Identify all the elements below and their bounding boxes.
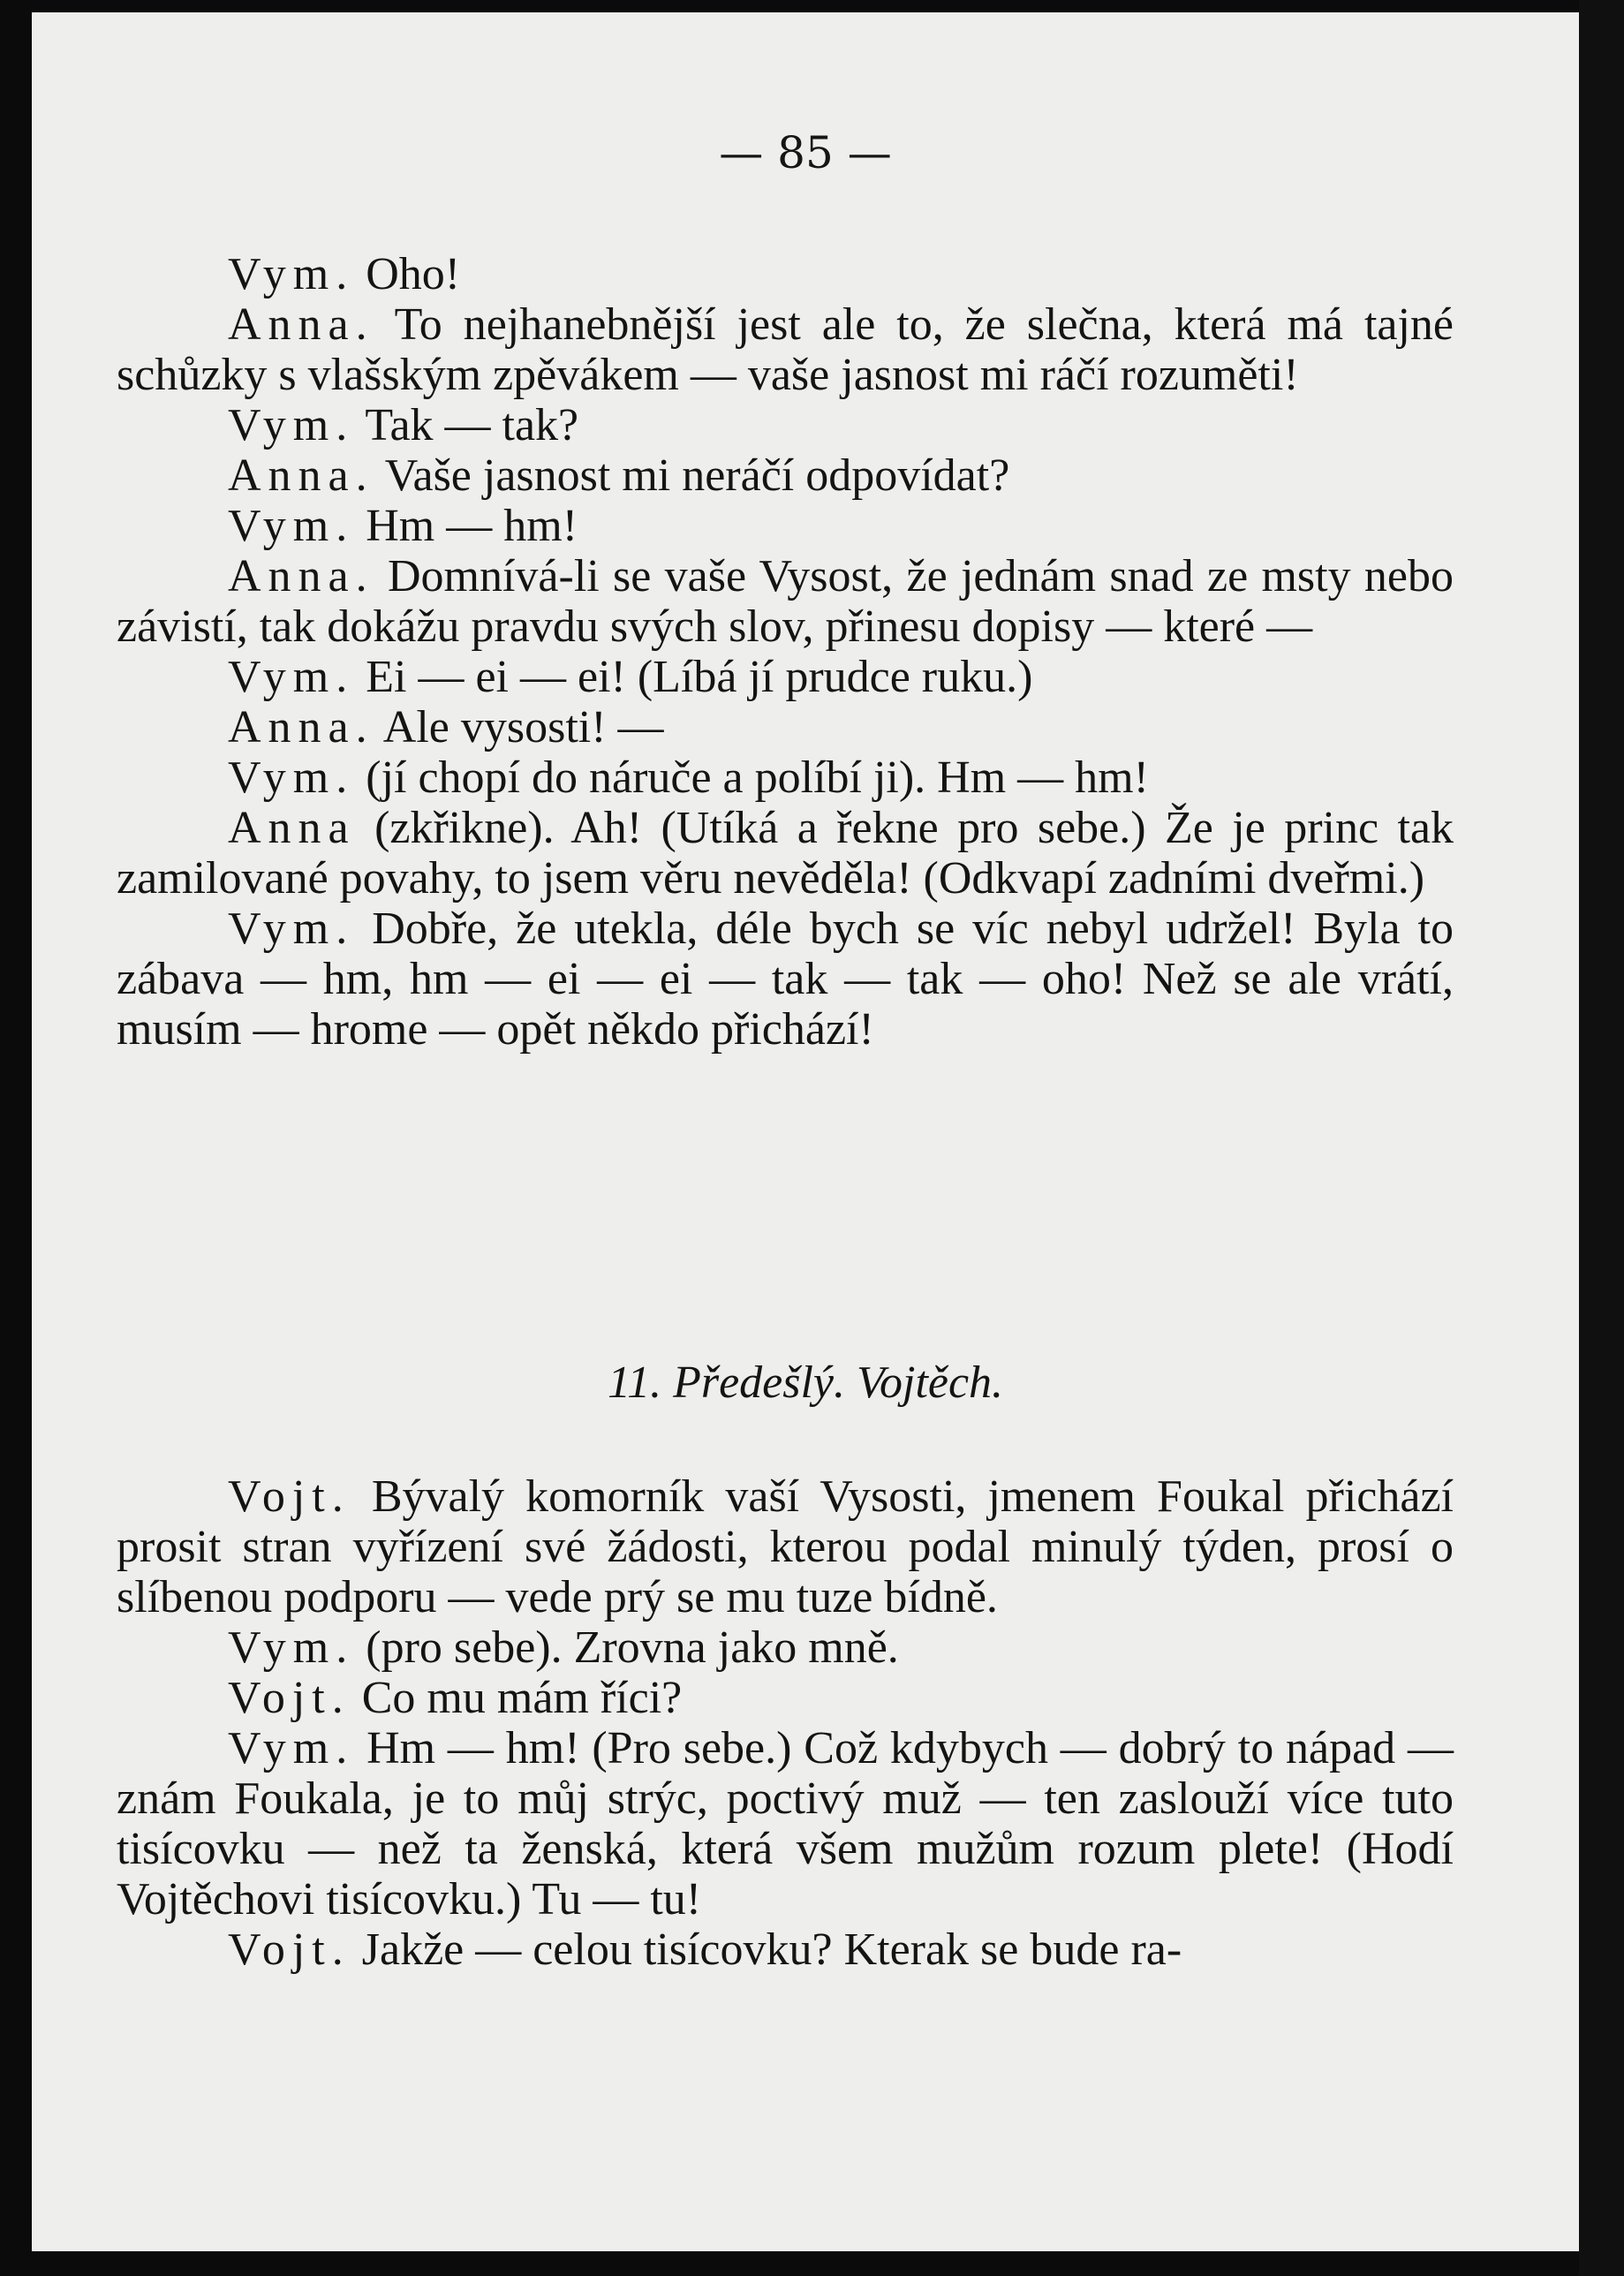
dialogue-line: [117, 501, 1454, 551]
speaker-name: Anna.: [228, 299, 374, 350]
speaker-name: Anna.: [228, 702, 374, 752]
speaker-name: Vojt.: [228, 1471, 351, 1522]
line-text: Vaše jasnost mi neráčí odpovídat?: [384, 450, 1010, 501]
speaker-name: Vym.: [228, 249, 355, 299]
dialogue-block-1: [117, 249, 1454, 1055]
scene-heading: 11. Předešlý. Vojtěch.: [607, 1357, 1004, 1408]
line-text: (pro sebe). Zrovna jako mně.: [366, 1622, 899, 1673]
line-text: Domnívá-li se vaše Vysost, že jednám snad ze msty nebo závistí, tak dokážu pravdu svých slov, přinesu dopisy — které —: [117, 551, 1454, 652]
speaker-name: Vym.: [228, 1723, 355, 1773]
line-text: Oho!: [366, 249, 461, 299]
speaker-name: Vym.: [228, 652, 355, 702]
line-text: Hm — hm!: [366, 501, 578, 551]
dialogue-line: [117, 652, 1454, 702]
line-text: Co mu mám říci?: [361, 1673, 683, 1723]
book-page: [32, 12, 1579, 2251]
speaker-name: Vojt.: [228, 1673, 351, 1723]
line-text: Tak — tak?: [365, 400, 579, 450]
speaker-name: Vym.: [228, 904, 355, 954]
dialogue-line: [117, 400, 1454, 450]
speaker-name: Vym.: [228, 400, 355, 450]
speaker-name: Vym.: [228, 501, 355, 551]
dialogue-line: [117, 803, 1454, 904]
line-text: Bývalý komorník vaší Vysosti, jmenem Foukal přichází prosit stran vyřízení své žádosti, kterou podal minulý týden, prosí o slíbenou podporu — vede prý se mu tuze bídně.: [117, 1471, 1454, 1622]
speaker-name: Vym.: [228, 752, 355, 803]
dialogue-line: [117, 1723, 1454, 1924]
dialogue-line: [117, 450, 1454, 501]
speaker-name: Vojt.: [228, 1924, 351, 1975]
speaker-name: Anna.: [228, 450, 374, 501]
line-text: Ale vysosti! —: [382, 702, 664, 752]
line-text: (zkřikne). Ah! (Utíká a řekne pro sebe.) Že je princ tak zamilované povahy, to jsem věru nevěděla! (Odkvapí zadními dveřmi.): [117, 803, 1454, 904]
dialogue-line: [117, 1471, 1454, 1622]
dialogue-line: [117, 1622, 1454, 1673]
line-text: To nejhanebnější jest ale to, že slečna, která má tajné schůzky s vlašským zpěvákem — vaše jasnost mi ráčí rozuměti!: [117, 299, 1454, 400]
speaker-name: Vym.: [228, 1622, 355, 1673]
dialogue-line: [117, 1924, 1454, 1975]
line-text: Jakže — celou tisícovku? Kterak se bude ra-: [361, 1924, 1182, 1975]
dialogue-line: [117, 752, 1454, 803]
line-text: Ei — ei — ei! (Líbá jí prudce ruku.): [366, 652, 1033, 702]
dialogue-block-2: [117, 1471, 1454, 1975]
dialogue-line: [117, 299, 1454, 400]
speaker-name: Anna: [228, 803, 356, 853]
line-text: Dobře, že utekla, déle bych se víc nebyl udržel! Byla to zábava — hm, hm — ei — ei — tak — tak — oho! Než se ale vrátí, musím — hrome — opět někdo přichází!: [117, 904, 1454, 1055]
page-number: — 85 —: [719, 127, 892, 178]
speaker-name: Anna.: [228, 551, 374, 601]
dialogue-line: [117, 249, 1454, 299]
dialogue-line: [117, 1673, 1454, 1723]
dialogue-line: [117, 551, 1454, 652]
dialogue-line: [117, 904, 1454, 1055]
dialogue-line: [117, 702, 1454, 752]
page-edge-shadow: [1579, 0, 1624, 2276]
line-text: (jí chopí do náruče a políbí ji). Hm — hm!: [366, 752, 1149, 803]
line-text: Hm — hm! (Pro sebe.) Což kdybych — dobrý to nápad — znám Foukala, je to můj strýc, poctivý muž — ten zaslouží více tuto tisícovku — než ta ženská, která všem mužům rozum plete! (Hodí Vojtěchovi tisícovku.) Tu — tu!: [117, 1723, 1454, 1924]
